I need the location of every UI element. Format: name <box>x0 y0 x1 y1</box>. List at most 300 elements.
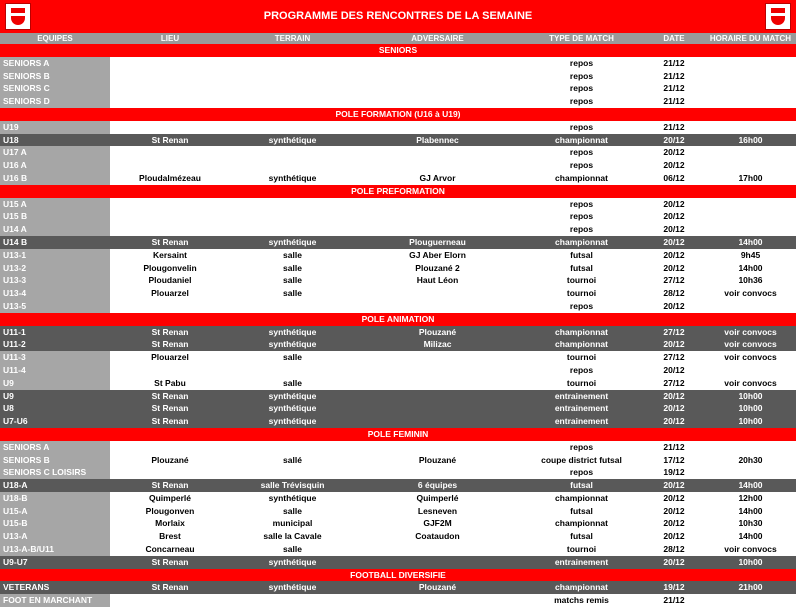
table-row <box>0 390 796 403</box>
terrain-cell: synthétique <box>268 582 317 593</box>
column-header-equipes: EQUIPES <box>37 34 73 43</box>
horaire-cell: 10h00 <box>738 390 763 401</box>
type-cell: championnat <box>555 326 608 337</box>
section-header <box>0 185 796 198</box>
date-cell: 27/12 <box>663 275 685 286</box>
equipe-cell: U13-4 <box>0 287 110 300</box>
date-cell: 21/12 <box>663 121 685 132</box>
horaire-cell: voir convocs <box>724 288 777 299</box>
type-cell: championnat <box>555 339 608 350</box>
page-title: PROGRAMME DES RENCONTRES DE LA SEMAINE <box>263 10 533 22</box>
column-header-terrain: TERRAIN <box>274 34 311 43</box>
table-row <box>0 377 796 390</box>
adversaire-cell: Plouzané <box>418 326 457 337</box>
type-cell: tournoi <box>566 288 597 299</box>
date-cell: 27/12 <box>663 352 685 363</box>
date-cell: 21/12 <box>663 70 685 81</box>
table-row <box>0 402 796 415</box>
terrain-cell: salle la Cavale <box>263 531 322 542</box>
equipe-cell: SENIORS B <box>0 454 110 467</box>
type-cell: repos <box>569 364 594 375</box>
lieu-cell: Plougonven <box>145 505 195 516</box>
terrain-cell: sallé <box>283 454 302 465</box>
lieu-cell: St Renan <box>151 403 189 414</box>
type-cell: futsal <box>570 505 593 516</box>
type-cell: futsal <box>570 262 593 273</box>
equipe-cell: U15 A <box>0 198 110 211</box>
table-row <box>0 134 796 147</box>
column-header-date: DATE <box>663 34 685 43</box>
horaire-cell <box>705 364 796 377</box>
club-logo <box>765 3 791 30</box>
lieu-cell: St Renan <box>151 556 189 567</box>
terrain-cell <box>230 95 355 108</box>
type-cell: entrainement <box>554 403 609 414</box>
lieu-cell <box>110 57 230 70</box>
lieu-cell <box>110 594 230 607</box>
adversaire-cell <box>355 441 520 454</box>
terrain-cell <box>230 223 355 236</box>
equipe-cell: SENIORS C <box>0 82 110 95</box>
table-row <box>0 505 796 518</box>
type-cell: repos <box>569 211 594 222</box>
lieu-cell: Morlaix <box>155 518 185 529</box>
date-cell: 20/12 <box>663 262 685 273</box>
adversaire-cell <box>355 57 520 70</box>
lieu-cell <box>110 159 230 172</box>
horaire-cell: 10h30 <box>738 518 763 529</box>
horaire-cell <box>705 198 796 211</box>
lieu-cell <box>110 198 230 211</box>
terrain-cell <box>230 82 355 95</box>
table-row <box>0 351 796 364</box>
lieu-cell <box>110 210 230 223</box>
adversaire-cell <box>355 210 520 223</box>
adversaire-cell: Milizac <box>423 339 452 350</box>
lieu-cell: Concarneau <box>145 544 195 555</box>
terrain-cell <box>230 300 355 313</box>
type-cell: repos <box>569 441 594 452</box>
date-cell: 20/12 <box>663 390 685 401</box>
table-row <box>0 454 796 467</box>
horaire-cell: voir convocs <box>724 352 777 363</box>
lieu-cell: Plouzané <box>151 454 189 465</box>
table-row <box>0 364 796 377</box>
section-title: SENIORS <box>378 45 418 55</box>
horaire-cell <box>705 223 796 236</box>
terrain-cell <box>230 210 355 223</box>
horaire-cell: 10h36 <box>738 275 763 286</box>
section-header <box>0 108 796 121</box>
horaire-cell <box>705 300 796 313</box>
adversaire-cell: Plouzané <box>418 454 457 465</box>
date-cell: 28/12 <box>663 288 685 299</box>
horaire-cell <box>705 57 796 70</box>
adversaire-cell <box>355 377 520 390</box>
horaire-cell: voir convocs <box>724 544 777 555</box>
type-cell: tournoi <box>566 377 597 388</box>
equipe-cell: U16 B <box>0 172 110 185</box>
equipe-cell: U9 <box>0 377 110 390</box>
terrain-cell: synthétique <box>268 416 317 427</box>
date-cell: 20/12 <box>663 339 685 350</box>
terrain-cell: salle <box>283 288 302 299</box>
type-cell: repos <box>569 83 594 94</box>
table-row <box>0 530 796 543</box>
lieu-cell <box>110 70 230 83</box>
terrain-cell: synthétique <box>268 236 317 247</box>
column-header-row <box>0 33 796 44</box>
date-cell: 20/12 <box>663 224 685 235</box>
equipe-cell: SENIORS C LOISIRS <box>0 466 110 479</box>
equipe-cell: VETERANS <box>0 581 110 594</box>
lieu-cell: Kersaint <box>152 249 187 260</box>
section-title: POLE FEMININ <box>367 428 429 439</box>
horaire-cell <box>705 159 796 172</box>
equipe-cell: U14 B <box>0 236 110 249</box>
date-cell: 20/12 <box>663 403 685 414</box>
terrain-cell <box>230 198 355 211</box>
terrain-cell <box>230 364 355 377</box>
type-cell: repos <box>569 467 594 478</box>
table-row <box>0 95 796 108</box>
terrain-cell: synthétique <box>268 339 317 350</box>
date-cell: 19/12 <box>663 467 685 478</box>
adversaire-cell <box>355 287 520 300</box>
lieu-cell: St Renan <box>151 134 189 145</box>
date-cell: 21/12 <box>663 595 685 606</box>
adversaire-cell <box>355 415 520 428</box>
terrain-cell: salle <box>283 377 302 388</box>
date-cell: 21/12 <box>663 83 685 94</box>
adversaire-cell <box>355 223 520 236</box>
lieu-cell <box>110 146 230 159</box>
horaire-cell <box>705 121 796 134</box>
lieu-cell: Plougonvelin <box>143 262 197 273</box>
section-title: FOOTBALL DIVERSIFIE <box>350 569 446 580</box>
horaire-cell <box>705 146 796 159</box>
adversaire-cell <box>355 121 520 134</box>
section-title: POLE PREFORMATION <box>351 185 445 196</box>
table-row <box>0 223 796 236</box>
terrain-cell <box>230 441 355 454</box>
horaire-cell: 17h00 <box>738 172 763 183</box>
terrain-cell: salle <box>283 505 302 516</box>
type-cell: repos <box>569 224 594 235</box>
date-cell: 20/12 <box>663 300 685 311</box>
terrain-cell: salle <box>283 275 302 286</box>
date-cell: 20/12 <box>663 160 685 171</box>
horaire-cell <box>705 70 796 83</box>
lieu-cell: St Renan <box>151 480 189 491</box>
terrain-cell: salle <box>283 262 302 273</box>
terrain-cell: synthétique <box>268 492 317 503</box>
lieu-cell <box>110 300 230 313</box>
terrain-cell <box>230 146 355 159</box>
type-cell: championnat <box>555 172 608 183</box>
equipe-cell: U15-B <box>0 517 110 530</box>
horaire-cell: 20h30 <box>738 454 763 465</box>
section-title: POLE ANIMATION <box>361 313 435 324</box>
terrain-cell: synthétique <box>268 134 317 145</box>
equipe-cell: U9 <box>0 390 110 403</box>
date-cell: 21/12 <box>663 57 685 68</box>
terrain-cell <box>230 57 355 70</box>
type-cell: entrainement <box>554 556 609 567</box>
lieu-cell: St Renan <box>151 390 189 401</box>
lieu-cell: St Renan <box>151 236 189 247</box>
adversaire-cell <box>355 364 520 377</box>
table-row <box>0 466 796 479</box>
date-cell: 20/12 <box>663 134 685 145</box>
table-row <box>0 236 796 249</box>
lieu-cell: St Renan <box>151 582 189 593</box>
type-cell: repos <box>569 70 594 81</box>
horaire-cell: 14h00 <box>738 262 763 273</box>
terrain-cell: synthétique <box>268 172 317 183</box>
horaire-cell <box>705 594 796 607</box>
terrain-cell: salle <box>283 249 302 260</box>
horaire-cell <box>705 441 796 454</box>
equipe-cell: U13-A <box>0 530 110 543</box>
date-cell: 20/12 <box>663 249 685 260</box>
section-header <box>0 313 796 326</box>
adversaire-cell <box>355 402 520 415</box>
equipe-cell: U18-B <box>0 492 110 505</box>
equipe-cell: FOOT EN MARCHANT <box>0 594 110 607</box>
equipe-cell: U18-A <box>0 479 110 492</box>
column-header-horaire: HORAIRE DU MATCH <box>709 34 792 43</box>
schedule-table <box>0 44 796 607</box>
equipe-cell: U8 <box>0 402 110 415</box>
horaire-cell: 14h00 <box>738 236 763 247</box>
terrain-cell <box>230 159 355 172</box>
adversaire-cell <box>355 390 520 403</box>
equipe-cell: U13-2 <box>0 262 110 275</box>
adversaire-cell <box>355 146 520 159</box>
lieu-cell <box>110 95 230 108</box>
horaire-cell <box>705 210 796 223</box>
equipe-cell: SENIORS A <box>0 441 110 454</box>
terrain-cell <box>230 466 355 479</box>
horaire-cell: 10h00 <box>738 403 763 414</box>
terrain-cell: synthétique <box>268 403 317 414</box>
table-row <box>0 210 796 223</box>
horaire-cell <box>705 95 796 108</box>
date-cell: 19/12 <box>663 582 685 593</box>
terrain-cell <box>230 594 355 607</box>
equipe-cell: U11-2 <box>0 338 110 351</box>
adversaire-cell: Plouguerneau <box>409 236 466 247</box>
equipe-cell: SENIORS D <box>0 95 110 108</box>
type-cell: repos <box>569 96 594 107</box>
adversaire-cell: GJF2M <box>423 518 452 529</box>
type-cell: futsal <box>570 531 593 542</box>
horaire-cell: voir convocs <box>724 377 777 388</box>
type-cell: tournoi <box>566 352 597 363</box>
type-cell: tournoi <box>566 544 597 555</box>
table-row <box>0 274 796 287</box>
table-row <box>0 326 796 339</box>
section-header <box>0 569 796 582</box>
table-row <box>0 300 796 313</box>
section-title: POLE FORMATION (U16 à U19) <box>335 108 461 119</box>
horaire-cell <box>705 466 796 479</box>
date-cell: 28/12 <box>663 544 685 555</box>
date-cell: 17/12 <box>663 454 685 465</box>
type-cell: championnat <box>555 518 608 529</box>
table-row <box>0 262 796 275</box>
adversaire-cell: Coataudon <box>415 531 460 542</box>
adversaire-cell <box>355 198 520 211</box>
date-cell: 20/12 <box>663 480 685 491</box>
table-row <box>0 249 796 262</box>
lieu-cell <box>110 466 230 479</box>
date-cell: 20/12 <box>663 147 685 158</box>
horaire-cell: 10h00 <box>738 416 763 427</box>
adversaire-cell: GJ Arvor <box>419 172 456 183</box>
date-cell: 20/12 <box>663 416 685 427</box>
lieu-cell: Ploudalmézeau <box>139 172 201 183</box>
adversaire-cell <box>355 594 520 607</box>
date-cell: 20/12 <box>663 518 685 529</box>
type-cell: repos <box>569 57 594 68</box>
horaire-cell: 14h00 <box>738 505 763 516</box>
table-row <box>0 594 796 607</box>
lieu-cell <box>110 364 230 377</box>
terrain-cell: synthétique <box>268 556 317 567</box>
type-cell: futsal <box>570 480 593 491</box>
table-row <box>0 146 796 159</box>
adversaire-cell <box>355 351 520 364</box>
date-cell: 27/12 <box>663 326 685 337</box>
lieu-cell <box>110 223 230 236</box>
terrain-cell <box>230 121 355 134</box>
adversaire-cell: Lesneven <box>417 505 458 516</box>
equipe-cell: U18 <box>0 134 110 147</box>
table-row <box>0 338 796 351</box>
terrain-cell: municipal <box>272 518 313 529</box>
adversaire-cell: GJ Aber Elorn <box>409 249 466 260</box>
type-cell: championnat <box>555 492 608 503</box>
date-cell: 20/12 <box>663 211 685 222</box>
horaire-cell: voir convocs <box>724 339 777 350</box>
equipe-cell: U13-3 <box>0 274 110 287</box>
table-row <box>0 492 796 505</box>
table-row <box>0 581 796 594</box>
date-cell: 20/12 <box>663 492 685 503</box>
horaire-cell: 14h00 <box>738 531 763 542</box>
type-cell: repos <box>569 160 594 171</box>
adversaire-cell: Quimperlé <box>416 492 459 503</box>
adversaire-cell: 6 équipes <box>417 480 458 491</box>
date-cell: 21/12 <box>663 441 685 452</box>
table-row <box>0 441 796 454</box>
lieu-cell: Ploudaniel <box>148 275 192 286</box>
equipe-cell: U17 A <box>0 146 110 159</box>
adversaire-cell <box>355 159 520 172</box>
adversaire-cell <box>355 543 520 556</box>
lieu-cell <box>110 441 230 454</box>
table-row <box>0 172 796 185</box>
equipe-cell: U7-U6 <box>0 415 110 428</box>
horaire-cell: 16h00 <box>738 134 763 145</box>
terrain-cell: synthétique <box>268 326 317 337</box>
lieu-cell: Plouarzel <box>151 288 189 299</box>
table-row <box>0 159 796 172</box>
table-row <box>0 556 796 569</box>
date-cell: 20/12 <box>663 236 685 247</box>
type-cell: repos <box>569 147 594 158</box>
adversaire-cell <box>355 82 520 95</box>
equipe-cell: U14 A <box>0 223 110 236</box>
horaire-cell <box>705 82 796 95</box>
horaire-cell: 21h00 <box>738 582 763 593</box>
lieu-cell: St Renan <box>151 326 189 337</box>
date-cell: 20/12 <box>663 364 685 375</box>
equipe-cell: U13-1 <box>0 249 110 262</box>
horaire-cell: 14h00 <box>738 480 763 491</box>
lieu-cell <box>110 82 230 95</box>
equipe-cell: U11-3 <box>0 351 110 364</box>
lieu-cell: St Pabu <box>154 377 186 388</box>
type-cell: coupe district futsal <box>541 454 622 465</box>
table-row <box>0 517 796 530</box>
lieu-cell: Brest <box>159 531 181 542</box>
date-cell: 20/12 <box>663 505 685 516</box>
lieu-cell <box>110 121 230 134</box>
column-header-lieu: LIEU <box>160 34 180 43</box>
equipe-cell: U13-A-B/U11 <box>0 543 110 556</box>
terrain-cell: salle Trévisquin <box>260 480 325 491</box>
equipe-cell: U15-A <box>0 505 110 518</box>
date-cell: 20/12 <box>663 556 685 567</box>
adversaire-cell: Plouzané 2 <box>415 262 460 273</box>
type-cell: repos <box>569 300 594 311</box>
table-row <box>0 415 796 428</box>
type-cell: entrainement <box>554 416 609 427</box>
adversaire-cell <box>355 300 520 313</box>
table-row <box>0 287 796 300</box>
table-row <box>0 198 796 211</box>
table-row <box>0 57 796 70</box>
section-header <box>0 428 796 441</box>
date-cell: 27/12 <box>663 377 685 388</box>
date-cell: 06/12 <box>663 172 685 183</box>
table-row <box>0 479 796 492</box>
table-row <box>0 70 796 83</box>
table-row <box>0 82 796 95</box>
lieu-cell: Quimperlé <box>148 492 192 503</box>
equipe-cell: U11-4 <box>0 364 110 377</box>
type-cell: championnat <box>555 582 608 593</box>
type-cell: futsal <box>570 249 593 260</box>
type-cell: championnat <box>555 134 608 145</box>
terrain-cell: salle <box>283 352 302 363</box>
equipe-cell: U15 B <box>0 210 110 223</box>
type-cell: matchs remis <box>554 595 609 606</box>
type-cell: tournoi <box>566 275 597 286</box>
lieu-cell: St Renan <box>151 416 189 427</box>
terrain-cell: synthétique <box>268 390 317 401</box>
adversaire-cell <box>355 466 520 479</box>
type-cell: repos <box>569 121 594 132</box>
date-cell: 20/12 <box>663 198 685 209</box>
adversaire-cell: Plouzané <box>418 582 457 593</box>
table-row <box>0 121 796 134</box>
lieu-cell: Plouarzel <box>151 352 189 363</box>
adversaire-cell <box>355 95 520 108</box>
